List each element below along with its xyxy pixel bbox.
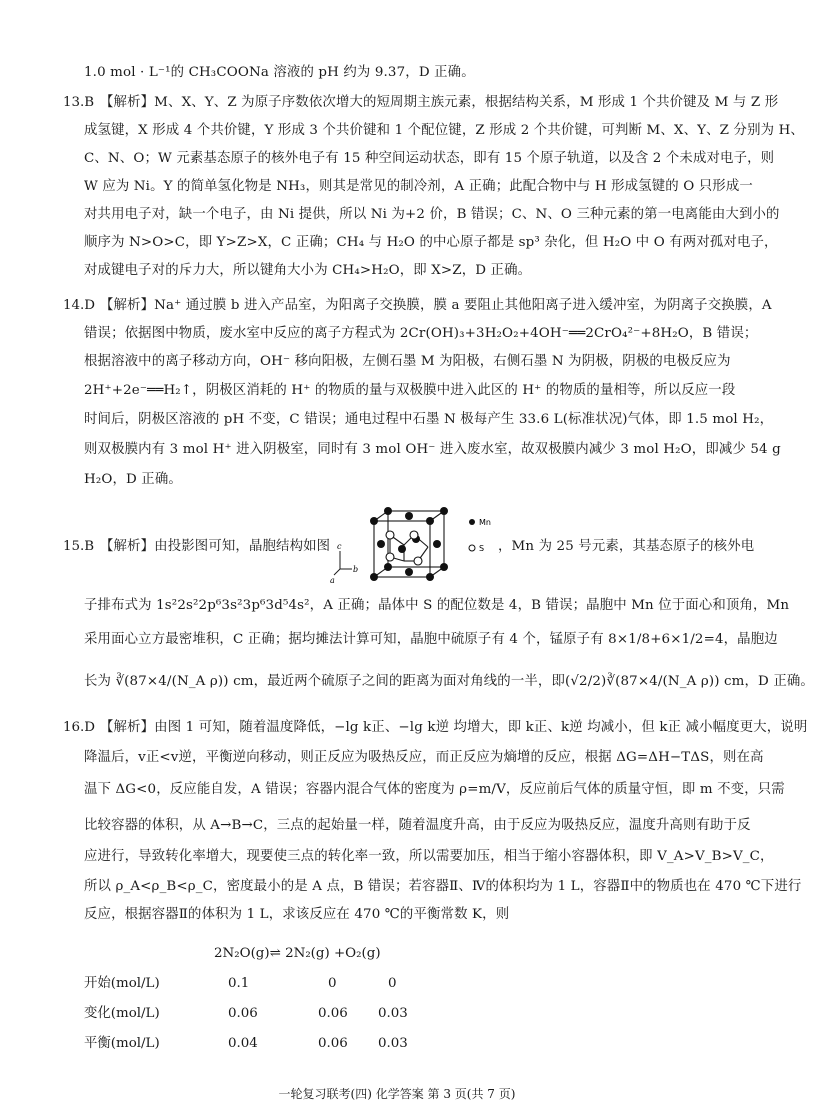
text-line: 成氢键，X 形成 4 个共价键，Y 形成 3 个共价键和 1 个配位键，Z 形成 2 个共价键，可判断 M、X、Y、Z 分别为 H、 <box>84 123 804 138</box>
text-line: H₂O，D 正确。 <box>84 472 182 487</box>
crystal-structure-figure <box>330 507 498 587</box>
mn-legend-label: Mn <box>479 518 491 527</box>
text-line: 【解析】M、X、Y、Z 为原子序数依次增大的短周期主族元素，根据结构关系，M 形成 1 个共价键及 M 与 Z 形 <box>100 95 779 110</box>
table-cell: 0.03 <box>378 1006 408 1021</box>
text-line: 2H⁺+2e⁻══H₂↑，阴极区消耗的 H⁺ 的物质的量与双极膜中进入此区的 H⁺ 的物质的量相等，所以反应一段 <box>84 383 736 398</box>
text-line: 对共用电子对，缺一个电子，由 Ni 提供，所以 Ni 为+2 价，B 错误；C、N、O 三种元素的第一电离能由大到小的 <box>84 207 780 222</box>
text-line: 1.0 mol · L⁻¹的 CH₃COONa 溶液的 pH 约为 9.37，D 正确。 <box>84 65 475 80</box>
row-label: 开始(mol/L) <box>84 976 160 991</box>
text-line: 比较容器的体积，从 A→B→C，三点的起始量一样，随着温度升高，由于反应为吸热反应，温度升高则有助于反 <box>84 818 751 833</box>
table-cell: 0 <box>328 976 337 991</box>
text-line: 对成键电子对的斥力大，所以键角大小为 CH₄>H₂O，即 X>Z，D 正确。 <box>84 263 532 278</box>
table-cell: 0.1 <box>228 976 250 991</box>
text-line: 子排布式为 1s²2s²2p⁶3s²3p⁶3d⁵4s²，A 正确；晶体中 S 的配位数是 4，B 错误；晶胞中 Mn 位于面心和顶角，Mn <box>84 598 790 613</box>
table-cell: 0.06 <box>318 1036 348 1051</box>
table-cell: 0 <box>388 976 397 991</box>
text-line: 所以 ρ_A<ρ_B<ρ_C，密度最小的是 A 点，B 错误；若容器Ⅱ、Ⅳ的体积均为 1 L，容器Ⅱ中的物质也在 470 ℃下进行 <box>84 879 802 894</box>
axis-a-label: a <box>330 576 335 585</box>
text-line: W 应为 Ni。Y 的简单氢化物是 NH₃，则其是常见的制冷剂，A 正确；此配合物中与 H 形成氢键的 O 只形成一 <box>84 179 753 194</box>
text-line: 长为 ∛(87×4/(N_A ρ)) cm，最近两个硫原子之间的距离为面对角线的一半，即(√2/2)∛(87×4/(N_A ρ)) cm，D 正确。 <box>84 674 814 689</box>
text-line: 温下 ΔG<0，反应能自发，A 错误；容器内混合气体的密度为 ρ=m/V，反应前后气体的质量守恒，即 m 不变，只需 <box>84 782 785 797</box>
table-cell: 0.04 <box>228 1036 258 1051</box>
text-line: C、N、O；W 元素基态原子的核外电子有 15 种空间运动状态，即有 15 个原子轨道，以及含 2 个未成对电子，则 <box>84 151 775 166</box>
axis-b-label: b <box>353 565 359 574</box>
text-line: ，Mn 为 25 号元素，其基态原子的核外电 <box>498 539 755 554</box>
text-line: 【解析】Na⁺ 通过膜 b 进入产品室，为阳离子交换膜，膜 a 要阻止其他阳离子进入缓冲室，为阴离子交换膜，A <box>100 298 772 313</box>
text-line: 降温后，v正<v逆，平衡逆向移动，则正反应为吸热反应，而正反应为熵增的反应，根据 ΔG=ΔH−TΔS，则在高 <box>84 750 764 765</box>
s-legend-label: S <box>479 544 485 553</box>
s-legend-icon <box>469 545 475 551</box>
text-line: 错误；依据图中物质，废水室中反应的离子方程式为 2Cr(OH)₃+3H₂O₂+4OH⁻══2CrO₄²⁻+8H₂O，B 错误； <box>84 326 758 341</box>
table-cell: 0.06 <box>318 1006 348 1021</box>
table-cell: 0.06 <box>228 1006 258 1021</box>
question-number: 15.B <box>63 539 95 554</box>
text-line: 时间后，阴极区溶液的 pH 不变，C 错误；通电过程中石墨 N 极每产生 33.6 L(标准状况)气体，即 1.5 mol H₂， <box>84 412 774 427</box>
question-number: 13.B <box>63 95 95 110</box>
axis-c-label: c <box>337 542 342 551</box>
text-line: 根据溶液中的离子移动方向，OH⁻ 移向阳极，左侧石墨 M 为阳极，右侧石墨 N 为阴极，阴极的电极反应为 <box>84 354 731 369</box>
reaction-equation: 2N₂O(g)⇌ 2N₂(g) +O₂(g) <box>214 946 381 961</box>
table-cell: 0.03 <box>378 1036 408 1051</box>
page-footer: 一轮复习联考(四) 化学答案 第 3 页(共 7 页) <box>278 1087 516 1101</box>
text-line: 应进行，导致转化率增大，现要使三点的转化率一致，所以需要加压，相当于缩小容器体积，即 V_A>V_B>V_C， <box>84 849 774 864</box>
question-number: 14.D <box>63 298 96 313</box>
text-line: 【解析】由图 1 可知，随着温度降低，−lg k正、−lg k逆 均增大，即 k正、k逆 均减小，但 k正 减小幅度更大，说明 <box>100 720 808 735</box>
text-line: 采用面心立方最密堆积，C 正确；据均摊法计算可知，晶胞中硫原子有 4 个，锰原子有 8×1/8+6×1/2=4，晶胞边 <box>84 632 778 647</box>
text-line: 反应，根据容器Ⅱ的体积为 1 L，求该反应在 470 ℃的平衡常数 K，则 <box>84 907 510 922</box>
row-label: 平衡(mol/L) <box>84 1036 160 1051</box>
text-line: 则双极膜内有 3 mol H⁺ 进入阴极室，同时有 3 mol OH⁻ 进入废水室，故双极膜内减少 3 mol H₂O，即减少 54 g <box>84 442 781 457</box>
row-label: 变化(mol/L) <box>84 1006 160 1021</box>
mn-atoms <box>370 507 448 581</box>
question-number: 16.D <box>63 720 96 735</box>
mn-legend-icon <box>469 519 475 525</box>
text-line: 顺序为 N>O>C，即 Y>Z>X，C 正确；CH₄ 与 H₂O 的中心原子都是 sp³ 杂化，但 H₂O 中 O 有两对孤对电子， <box>84 235 778 250</box>
text-line: 【解析】由投影图可知，晶胞结构如图 <box>100 539 331 554</box>
